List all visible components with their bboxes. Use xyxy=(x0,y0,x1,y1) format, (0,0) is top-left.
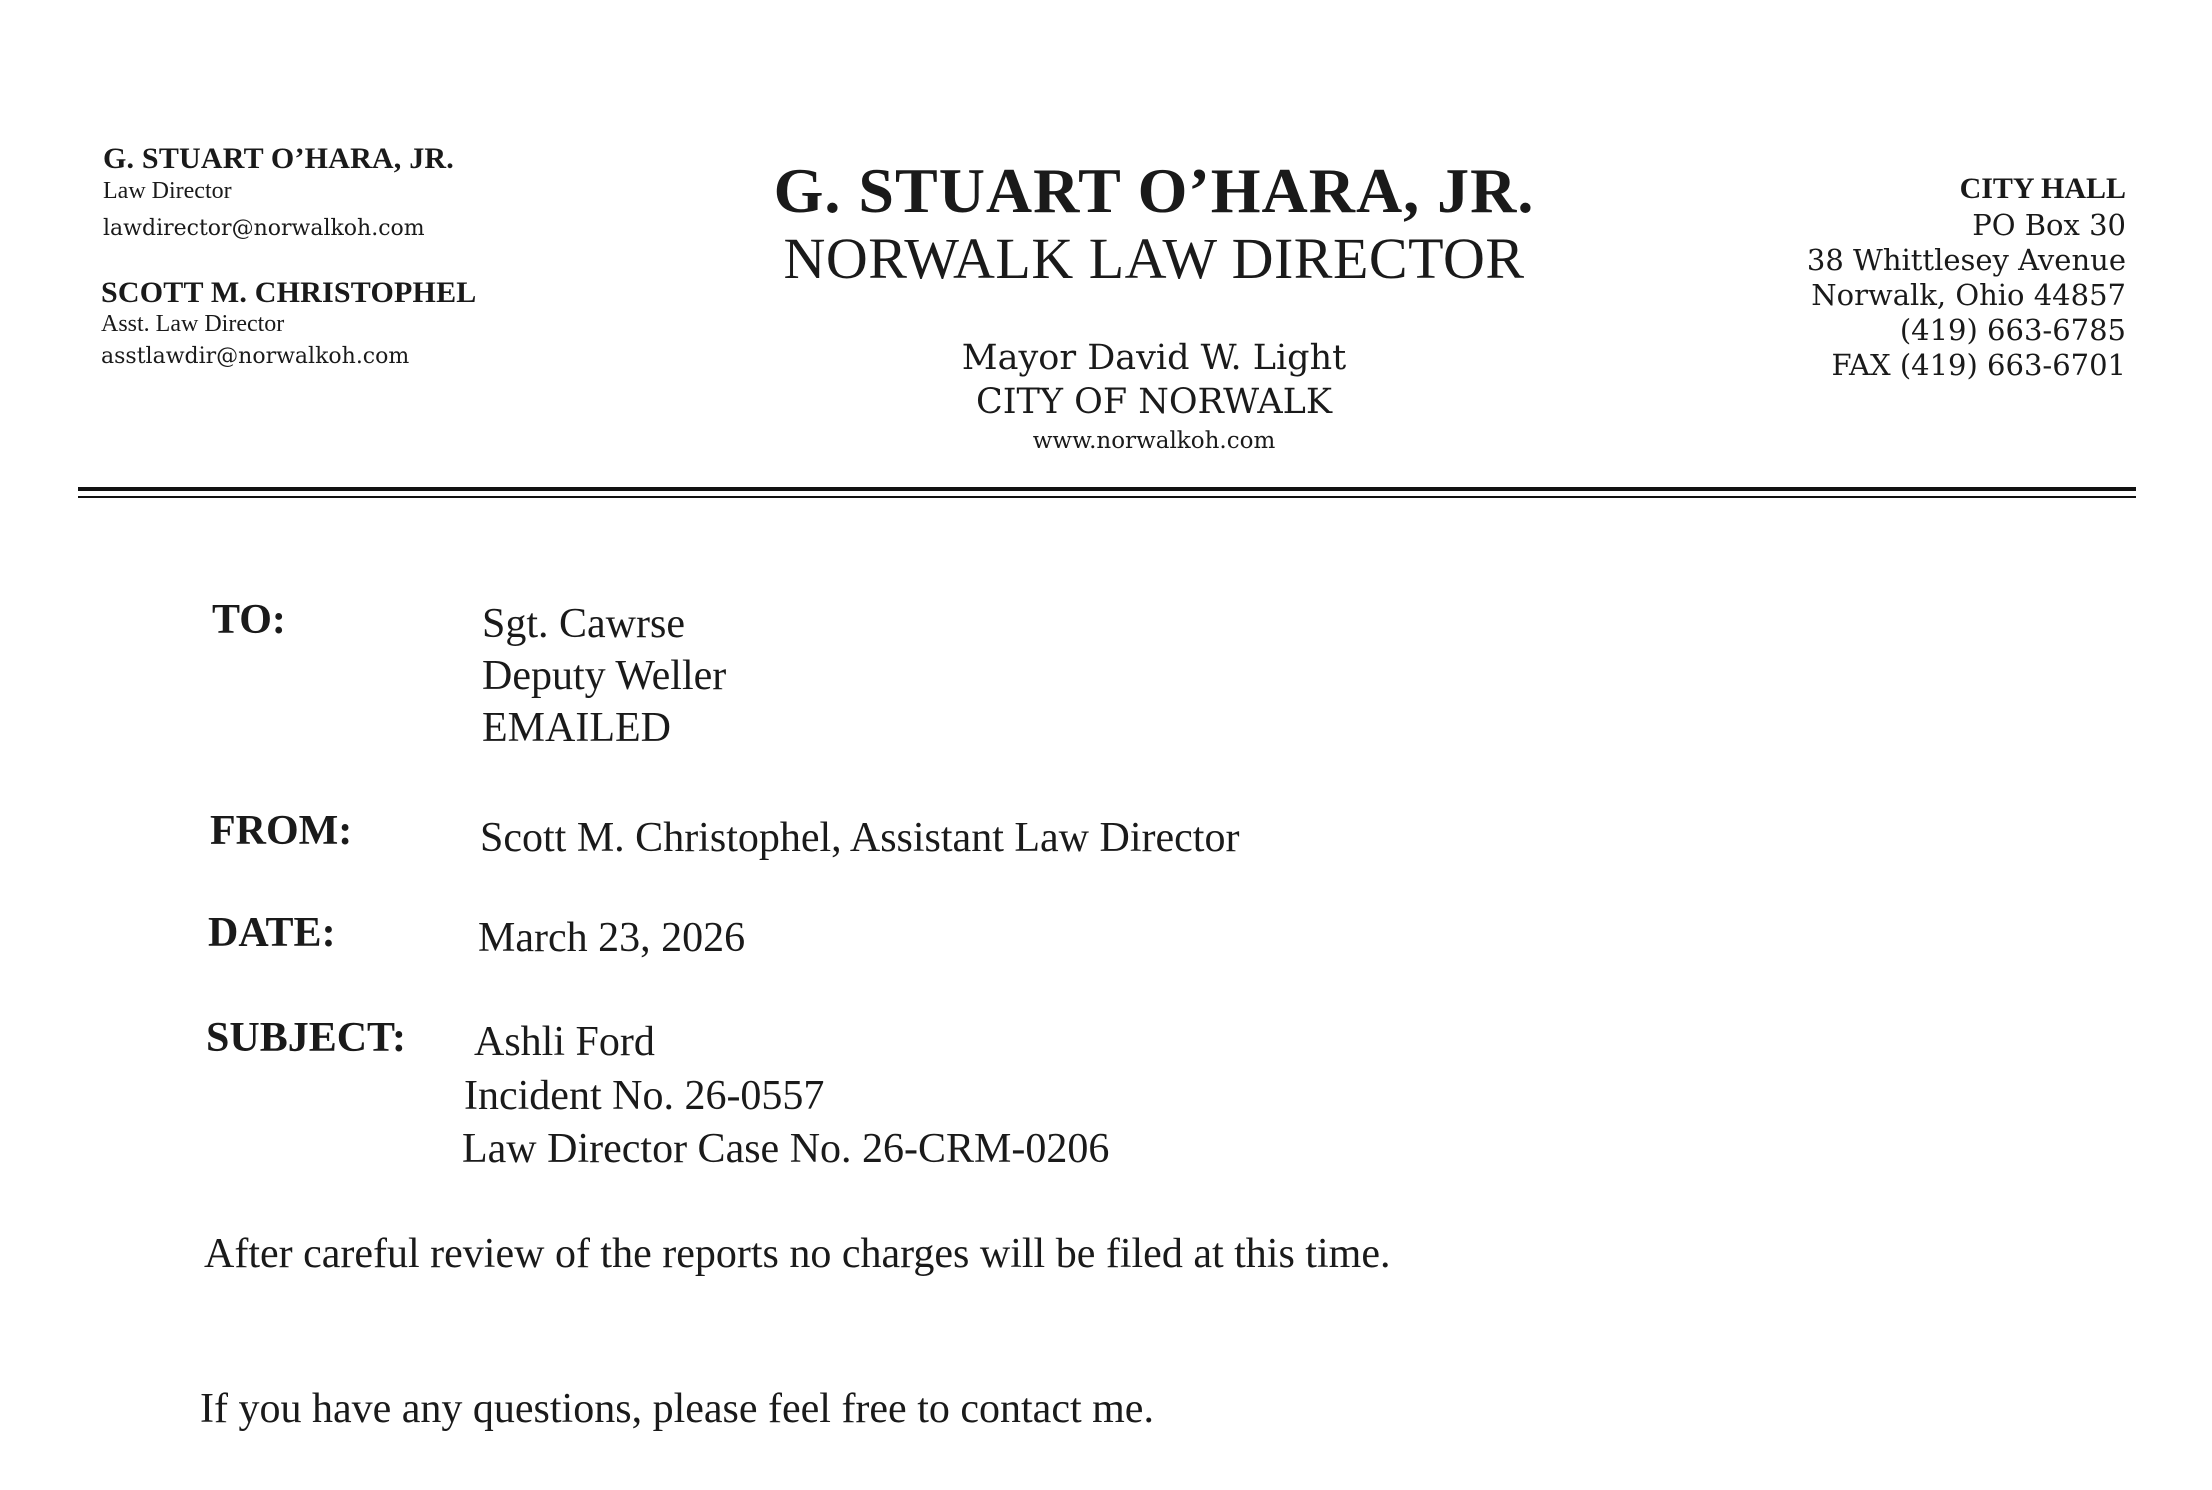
letterhead-office-title: NORWALK LAW DIRECTOR xyxy=(783,226,1525,291)
header-rule-top xyxy=(78,487,2136,491)
phone-number: (419) 663-6785 xyxy=(1899,313,2126,347)
assistant-email: asstlawdir@norwalkoh.com xyxy=(101,344,410,369)
header-rule-bottom xyxy=(78,496,2136,498)
body-paragraph-2: If you have any questions, please feel free to contact me. xyxy=(200,1386,1154,1432)
from-label: FROM: xyxy=(210,808,353,854)
street-address: 38 Whittlesey Avenue xyxy=(1806,243,2126,277)
director-title: Law Director xyxy=(103,178,232,204)
subject-case-number: Law Director Case No. 26-CRM-0206 xyxy=(462,1126,1110,1172)
subject-label: SUBJECT: xyxy=(206,1015,406,1061)
to-recipient-2: Deputy Weller xyxy=(482,653,727,699)
body-paragraph-1: After careful review of the reports no charges will be filed at this time. xyxy=(204,1231,1391,1277)
to-delivery-note: EMAILED xyxy=(482,705,671,751)
city-website: www.norwalkoh.com xyxy=(1032,428,1276,454)
subject-name: Ashli Ford xyxy=(474,1019,655,1065)
director-email: lawdirector@norwalkoh.com xyxy=(103,216,425,241)
letterhead-name: G. STUART O’HARA, JR. xyxy=(773,155,1535,226)
city-name: CITY OF NORWALK xyxy=(975,382,1333,422)
date-label: DATE: xyxy=(208,910,336,956)
date-value: March 23, 2026 xyxy=(478,915,746,961)
fax-number: FAX (419) 663-6701 xyxy=(1831,348,2126,382)
city-state-zip: Norwalk, Ohio 44857 xyxy=(1811,278,2126,312)
director-name: G. STUART O’HARA, JR. xyxy=(103,142,454,175)
to-recipient-1: Sgt. Cawrse xyxy=(482,601,685,647)
po-box: PO Box 30 xyxy=(1972,208,2126,242)
city-hall-heading: CITY HALL xyxy=(1959,172,2126,205)
from-value: Scott M. Christophel, Assistant Law Director xyxy=(480,815,1240,861)
assistant-title: Asst. Law Director xyxy=(101,311,285,337)
subject-incident: Incident No. 26-0557 xyxy=(464,1073,825,1119)
to-label: TO: xyxy=(212,597,286,643)
mayor-name: Mayor David W. Light xyxy=(961,338,1347,378)
assistant-name: SCOTT M. CHRISTOPHEL xyxy=(101,276,477,309)
